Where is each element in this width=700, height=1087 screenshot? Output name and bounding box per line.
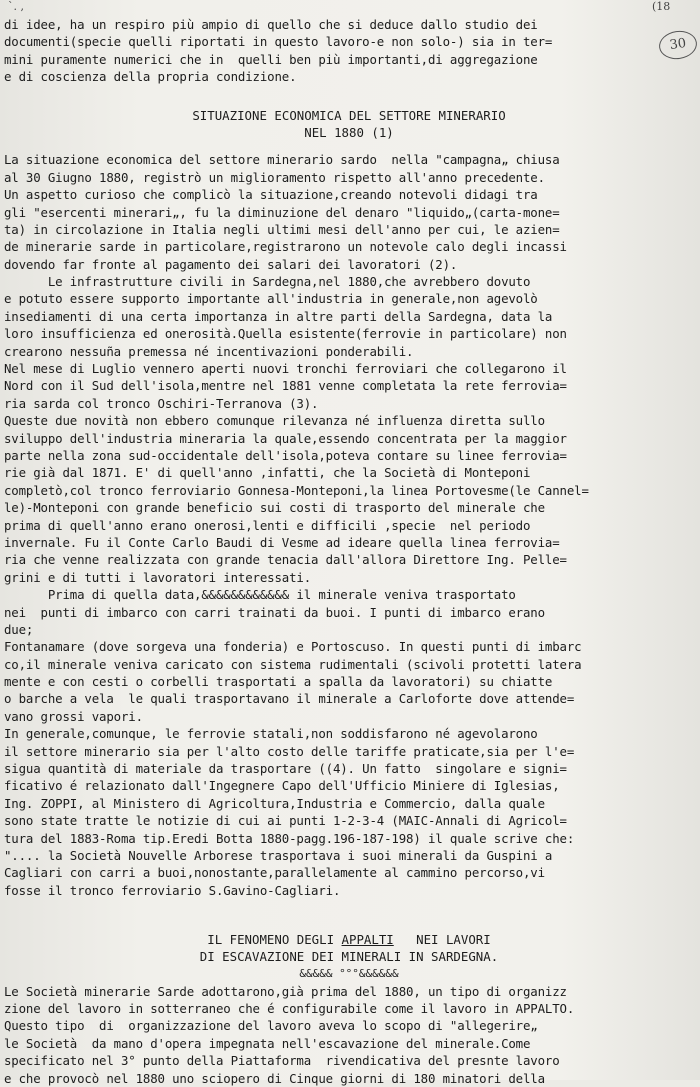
text-line: ficativo é relazionato dall'Ingegnere Capo dell'Ufficio Miniere di Iglesias, (4, 778, 560, 794)
text-line: grini e di tutti i lavoratori interessati. (4, 569, 312, 585)
text-line: le)-Monteponi con grande beneficio sui costi di trasporto del minerale che (4, 500, 545, 516)
text-line: zione del lavoro in sotterraneo che é configurabile come il lavoro in APPALTO. (4, 1001, 575, 1017)
section-subtitle: DI ESCAVAZIONE DEI MINERALI IN SARDEGNA. (199, 948, 499, 964)
text-line: specificato nel 3° punto della Piattaforma rivendicativa del presnte lavoro (4, 1053, 560, 1069)
section-title: SITUAZIONE ECONOMICA DEL SETTORE MINERARIO (192, 107, 506, 123)
text-line: loro insufficienza ed onerosità.Quella esistente(ferrovie in particolare) non (4, 326, 567, 342)
text-line: due; (4, 621, 34, 637)
text-line: il settore minerario sia per l'alto costo delle tariffe praticate,sia per l'e= (4, 743, 575, 759)
text-line: prima di quell'anno erano onerosi,lenti e difficili ,specie nel periodo (4, 517, 531, 533)
text-line: ".... la Società Nouvelle Arborese trasportava i suoi minerali da Guspini a (4, 847, 553, 863)
text-line: e potuto essere supporto importante all'industria in generale,non agevolò (4, 291, 538, 307)
text-line: mente e con cesti o corbelli trasportati a spalla da lavoratori) su chiatte (4, 674, 553, 690)
text-line: Nord con il Sud dell'isola,mentre nel 1881 venne completata la rete ferrovia= (4, 378, 567, 394)
text-line: di idee, ha un respiro più ampio di quello che si deduce dallo studio dei (4, 17, 538, 32)
section-ornament: &&&&& °°°&&&&&& (299, 967, 399, 981)
text-line: Le Società minerarie Sarde adottarono,già prima del 1880, un tipo di organizz (4, 983, 567, 999)
corner-mark: `. , (8, 0, 24, 13)
text-line: e che provocò nel 1880 uno sciopero di Cinque giorni di 180 minatori della (4, 1070, 545, 1086)
text-line: co,il minerale veniva caricato con sistema rudimentali (scivoli protetti latera (4, 656, 582, 672)
text-line: dovendo far fronte al pagamento dei salari dei lavoratori (2). (4, 256, 458, 272)
text-line: al 30 Giugno 1880, registrò un miglioramento rispetto all'anno precedente. (4, 169, 545, 185)
text-line: Le infrastrutture civili in Sardegna,nel 1880,che avrebbero dovuto (4, 274, 531, 290)
text-line: crearono nessuña premessa né incentivazioni ponderabili. (4, 343, 414, 359)
text-line: mini puramente numerici che in quelli ben più importanti,di aggregazione (4, 51, 538, 67)
page-number-top: (18 (652, 0, 671, 13)
section-title-post: NEI LAVORI (393, 931, 491, 947)
text-line: Nel mese di Luglio vennero aperti nuovi tronchi ferroviari che collegarono il (4, 361, 567, 377)
text-line: Ing. ZOPPI, al Ministero di Agricoltura,Industria e Commercio, dalla quale (4, 795, 545, 811)
text-line: Questo tipo di organizzazione del lavoro aveva lo scopo di "allegerire„ (4, 1018, 538, 1034)
section-title-pre: IL FENOMENO DEGLI (207, 931, 342, 947)
text-line: le Società da mano d'opera impegnata nell'escavazione del minerale.Come (4, 1035, 531, 1051)
text-line: nei punti di imbarco con carri trainati da buoi. I punti di imbarco erano (4, 604, 545, 620)
text-line: fosse il tronco ferroviario S.Gavino-Cagliari. (4, 882, 341, 898)
text-line: sviluppo dell'industria mineraria la quale,essendo concentrata per la maggior (4, 430, 567, 446)
text-line: vano grossi vapori. (4, 708, 143, 724)
text-line: Queste due novità non ebbero comunque rilevanza né influenza diretta sullo (4, 413, 545, 429)
text-line: insediamenti di una certa importanza in altre parti della Sardegna, data la (4, 308, 553, 324)
intro-paragraph (4, 16, 694, 86)
text-line: Fontanamare (dove sorgeva una fonderia) e Portoscuso. In questi punti di imbarc (4, 639, 582, 655)
section-title (4, 931, 694, 948)
section-subtitle: NEL 1880 (1) (304, 124, 394, 140)
text-line: parte nella zona sud-occidentale dell'isola,poteva contare su linee ferrovia= (4, 447, 567, 463)
text-line: Un aspetto curioso che complicò la situazione,creando notevoli didagi tra (4, 187, 538, 203)
text-line: o barche a vela le quali trasportavano il minerale a Carloforte dove attende= (4, 691, 575, 707)
text-line: tura del 1883-Roma tip.Eredi Botta 1880-pagg.196-187-198) il quale scrive che: (4, 830, 575, 846)
text-line (4, 899, 694, 916)
text-line: ta) in circolazione in Italia negli ultimi mesi dell'anno per cui, le azien= (4, 221, 560, 237)
text-line: rie già dal 1871. E' di quell'anno ,infatti, che la Società di Monteponi (4, 465, 531, 481)
text-line: invernale. Fu il Conte Carlo Baudi di Vesme ad ideare quella linea ferrovia= (4, 534, 560, 550)
text-line: Prima di quella data,&&&&&&&&&&&& il minerale veniva trasportato (4, 587, 516, 603)
text-line: Cagliari con carri a buoi,nonostante,parallelamente al cammino percorso,vi (4, 865, 545, 881)
text-line: sigua quantità di materiale da trasportare ((4). Un fatto singolare e signi= (4, 761, 567, 777)
text-line: completò,col tronco ferroviario Gonnesa-Monteponi,la linea Portovesme(le Cannel= (4, 482, 589, 498)
text-line: La situazione economica del settore minerario sardo nella "campagna„ chiusa (4, 152, 560, 168)
section-economic-body (4, 151, 694, 916)
text-line: sono state tratte le notizie di cui ai punti 1-2-3-4 (MAIC-Annali di Agricol= (4, 813, 567, 829)
page-number-circled: 30 (657, 28, 699, 61)
text-line: de minerarie sarde in particolare,registrarono un notevole calo degli incassi (4, 239, 567, 255)
text-line: ria sarda col tronco Oschiri-Terranova (3). (4, 395, 319, 411)
section-title-underlined: APPALTI (341, 931, 394, 947)
text-line: In generale,comunque, le ferrovie statali,non soddisfarono né agevolarono (4, 726, 538, 742)
section-contracts-body (4, 983, 694, 1087)
text-line: e di coscienza della propria condizione. (4, 69, 297, 85)
text-line: ria che venne realizzata con grande tenacia dall'allora Direttore Ing. Pelle= (4, 552, 567, 568)
text-line: gli "esercenti minerari„, fu la diminuzione del denaro "liquido„(carta-mone= (4, 204, 560, 220)
text-line: documenti(specie quelli riportati in questo lavoro-e non solo-) sia in ter= (4, 34, 553, 50)
page-body (4, 16, 694, 1087)
